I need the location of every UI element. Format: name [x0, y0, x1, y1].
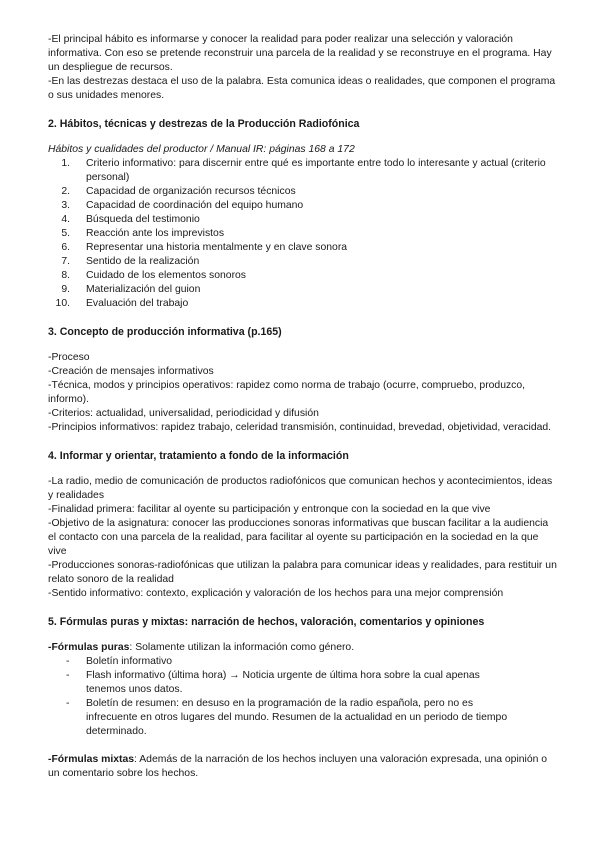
section-3-line: -Creación de mensajes informativos — [48, 366, 214, 377]
section-3-line: -Proceso — [48, 352, 90, 363]
intro-paragraph-1: -El principal hábito es informarse y conocer la realidad para poder realizar una selección y valoración informativa. Con eso se pretende reconstruir una parcela de la realidad y se reconstruye en el programa. Hay un despliegue de recursos. — [48, 34, 552, 73]
section-4-line: -La radio, medio de comunicación de productos radiofónicos que comunican hechos y acontecimientos, ideas y realidades — [48, 476, 553, 501]
list-item: 3. Capacidad de coordinación del equipo humano — [61, 200, 304, 211]
section-4-heading: 4. Informar y orientar, tratamiento a fondo de la información — [48, 450, 349, 462]
list-item: 5. Reacción ante los imprevistos — [61, 228, 225, 239]
list-item: 9. Materialización del guion — [61, 284, 201, 295]
list-item: - Boletín informativo — [66, 656, 173, 667]
list-item: 1. Criterio informativo: para discernir entre qué es importante entre todo lo interesante y actual (criterio personal) — [61, 158, 546, 183]
section-4-line: -Objetivo de la asignatura: conocer las producciones sonoras informativas que buscan facilitar a la audiencia el contacto con una parcela de la realidad, para facilitar al oyente su participación en la sociedad en la que vive — [48, 518, 549, 557]
list-item: 7. Sentido de la realización — [61, 256, 200, 267]
list-item: 8. Cuidado de los elementos sonoros — [61, 270, 246, 281]
section-3-line: -Técnica, modos y principios operativos: rapidez como norma de trabajo (ocurre, compruebo, produzco, informo). — [48, 380, 526, 405]
section-2-subtitle: Hábitos y cualidades del productor / Manual IR: páginas 168 a 172 — [48, 144, 355, 155]
section-5-heading: 5. Fórmulas puras y mixtas: narración de hechos, valoración, comentarios y opiniones — [48, 616, 485, 628]
formulas-mixtas-paragraph — [48, 753, 558, 781]
formulas-puras-label: -Fórmulas puras — [48, 642, 130, 653]
section-3-line: -Criterios: actualidad, universalidad, periodicidad y difusión — [48, 408, 319, 419]
list-item: - Boletín de resumen: en desuso en la programación de la radio española, pero no es infrecuente en otros lugares del mundo. Resumen de la actualidad en un periodo de tiempo determinado. — [66, 698, 508, 737]
formulas-puras-paragraph — [48, 641, 558, 655]
section-2-heading: 2. Hábitos, técnicas y destrezas de la Producción Radiofónica — [48, 118, 360, 130]
list-item: - Flash informativo (última hora) → Noticia urgente de última hora sobre la cual apenas tenemos unos datos. — [66, 670, 480, 695]
habits-list — [48, 157, 558, 311]
section-4-line: -Sentido informativo: contexto, explicación y valoración de los hechos para una mejor comprensión — [48, 588, 504, 599]
formulas-puras-list — [48, 655, 558, 739]
formulas-mixtas-label: -Fórmulas mixtas — [48, 754, 135, 765]
section-4-line: -Producciones sonoras-radiofónicas que utilizan la palabra para comunicar ideas y realidades, para restituir un relato sonoro de la realidad — [48, 560, 557, 585]
list-item: 10. Evaluación del trabajo — [55, 298, 189, 309]
formulas-puras-text: : Solamente utilizan la información como género. — [129, 642, 355, 653]
section-3-heading: 3. Concepto de producción informativa (p.165) — [48, 326, 282, 338]
list-item: 6. Representar una historia mentalmente y en clave sonora — [61, 242, 348, 253]
section-3-line: -Principios informativos: rapidez trabajo, celeridad transmisión, continuidad, brevedad, objetividad, veracidad. — [48, 422, 552, 433]
list-item: 4. Búsqueda del testimonio — [61, 214, 200, 225]
document-page — [48, 33, 558, 781]
formulas-mixtas-text: : Además de la narración de los hechos incluyen una valoración expresada, una opinión o un comentario sobre los hechos. — [48, 754, 548, 779]
list-item: 2. Capacidad de organización recursos técnicos — [61, 186, 296, 197]
intro-paragraph-2: -En las destrezas destaca el uso de la palabra. Esta comunica ideas o realidades, que componen el programa o sus unidades menores. — [48, 76, 556, 101]
section-4-line: -Finalidad primera: facilitar al oyente su participación y entronque con la sociedad en la que vive — [48, 504, 491, 515]
